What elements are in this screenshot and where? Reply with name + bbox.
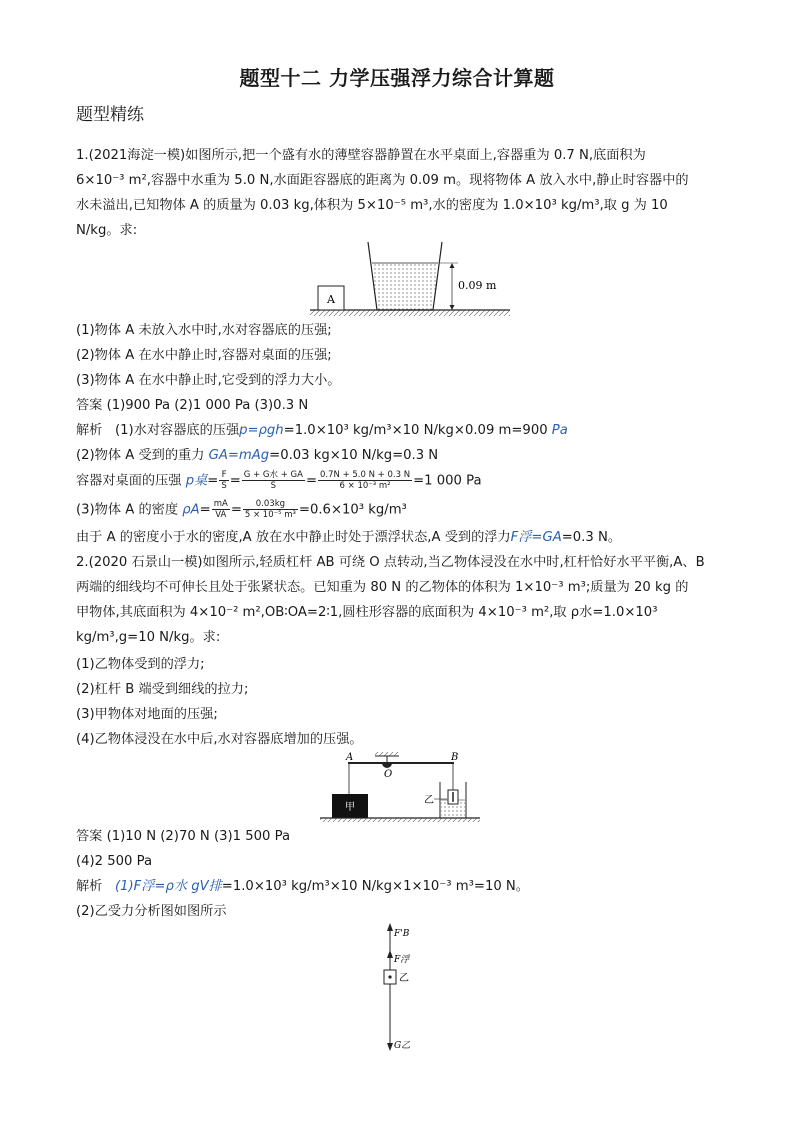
- force-diagram: [370, 922, 430, 1054]
- analysis-label: 解析: [76, 423, 103, 438]
- q1-stem-line-2: 6×10⁻³ m²,容器中水重为 5.0 N,水面距容器底的距离为 0.09 m。现将物体 A 放入水中,静止时容器中的: [76, 173, 689, 188]
- q1-analysis-4: (3)物体 A 的密度 ρA= $\frac{mA}{VA}$ = $\frac{0.03kg}{\text{5 × 10⁻⁵ m³}}$ =0.6×10³ kg/m³: [76, 499, 407, 520]
- label-jia: 甲: [345, 802, 355, 813]
- label-yi: 乙: [424, 795, 434, 806]
- q1-analysis-2: (2)物体 A 受到的重力 GA=mAg=0.03 kg×10 N/kg=0.3 N: [76, 448, 439, 463]
- formula: p=ρgh: [239, 423, 284, 438]
- force-ff-label: F浮: [394, 955, 410, 965]
- q2-answer-1: 答案 (1)10 N (2)70 N (3)1 500 Pa: [76, 829, 291, 844]
- fraction: $\frac{0.7N + 5.0 N + 0.3 N}{\text{6 × 10⁻³ m²}}$: [320, 470, 411, 491]
- q1-sub-1: (1)物体 A 未放入水中时,水对容器底的压强;: [76, 323, 332, 338]
- formula: GA=mAg: [208, 448, 270, 463]
- height-label: 0.09 m: [458, 279, 497, 292]
- force-object-label: 乙: [399, 973, 409, 984]
- q2-analysis-2: (2)乙受力分析图如图所示: [76, 904, 227, 919]
- q2-stem-line-2: 两端的细线均不可伸长且处于张紧状态。已知重为 80 N 的乙物体的体积为 1×10⁻³ m³;质量为 20 kg 的: [76, 580, 689, 595]
- q1-container-figure: [310, 240, 510, 320]
- q2-sub-2: (2)杠杆 B 端受到细线的拉力;: [76, 682, 249, 697]
- q1-analysis-1: 解析 (1)水对容器底的压强p=ρgh=1.0×10³ kg/m³×10 N/kg×0.09 m=900 Pa: [76, 423, 568, 438]
- q1-stem-line-1: 1.(2021海淀一模)如图所示,把一个盛有水的薄壁容器静置在水平桌面上,容器重为 0.7 N,底面积为: [76, 148, 646, 163]
- fraction: $\frac{F}{S}$: [221, 470, 227, 491]
- q1-answer: 答案 (1)900 Pa (2)1 000 Pa (3)0.3 N: [76, 398, 309, 413]
- formula: F浮=GA: [510, 530, 562, 545]
- q1-sub-2: (2)物体 A 在水中静止时,容器对桌面的压强;: [76, 348, 332, 363]
- formula: (1)F浮=ρ水 gV排: [114, 879, 222, 894]
- force-fb-label: F'B: [394, 929, 410, 939]
- q2-sub-3: (3)甲物体对地面的压强;: [76, 707, 218, 722]
- block-a-label: A: [327, 293, 335, 306]
- analysis-label: 解析: [76, 879, 103, 894]
- q2-lever-figure: [320, 750, 480, 822]
- fraction: $\frac{0.03kg}{\text{5 × 10⁻⁵ m³}}$: [244, 499, 296, 520]
- q1-analysis-3: 容器对桌面的压强 p桌= $\frac{F}{S}$ = $\frac{\text{G + G水 + GA}}{S}$ = $\frac{0.7N + 5.0 N + 0.3 N}{\text{6 × 10⁻³ m²}}$ =1 000 Pa: [76, 470, 482, 491]
- force-g-label: G乙: [394, 1041, 411, 1051]
- q2-stem-line-4: kg/m³,g=10 N/kg。求:: [76, 630, 221, 645]
- label-a: A: [346, 752, 354, 763]
- q2-stem-line-3: 甲物体,其底面积为 4×10⁻² m²,OB∶OA=2∶1,圆柱形容器的底面积为 4×10⁻³ m²,取 ρ水=1.0×10³: [76, 605, 658, 620]
- q2-analysis-1: 解析 (1)F浮=ρ水 gV排=1.0×10³ kg/m³×10 N/kg×1×10⁻³ m³=10 N。: [76, 879, 529, 894]
- q2-answer-2: (4)2 500 Pa: [76, 854, 153, 869]
- q1-stem-line-3: 水未溢出,已知物体 A 的质量为 0.03 kg,体积为 5×10⁻⁵ m³,水的密度为 1.0×10³ kg/m³,取 g 为 10: [76, 198, 668, 213]
- q1-stem-line-4: N/kg。求:: [76, 223, 138, 238]
- section-heading: 题型精练: [76, 105, 144, 125]
- q2-sub-4: (4)乙物体浸没在水中后,水对容器底增加的压强。: [76, 732, 363, 747]
- page-title: 题型十二 力学压强浮力综合计算题: [239, 66, 555, 90]
- q1-sub-3: (3)物体 A 在水中静止时,它受到的浮力大小。: [76, 373, 341, 388]
- q1-analysis-5: 由于 A 的密度小于水的密度,A 放在水中静止时处于漂浮状态,A 受到的浮力F浮=GA=0.3 N。: [76, 530, 622, 545]
- label-o: O: [384, 769, 393, 780]
- q2-stem-line-1: 2.(2020 石景山一模)如图所示,轻质杠杆 AB 可绕 O 点转动,当乙物体浸没在水中时,杠杆恰好水平平衡,A、B: [76, 555, 705, 570]
- fraction: $\frac{\text{G + G水 + GA}}{S}$: [243, 470, 303, 491]
- label-b: B: [451, 752, 459, 763]
- fraction: $\frac{mA}{VA}$: [213, 499, 228, 520]
- q2-sub-1: (1)乙物体受到的浮力;: [76, 657, 205, 672]
